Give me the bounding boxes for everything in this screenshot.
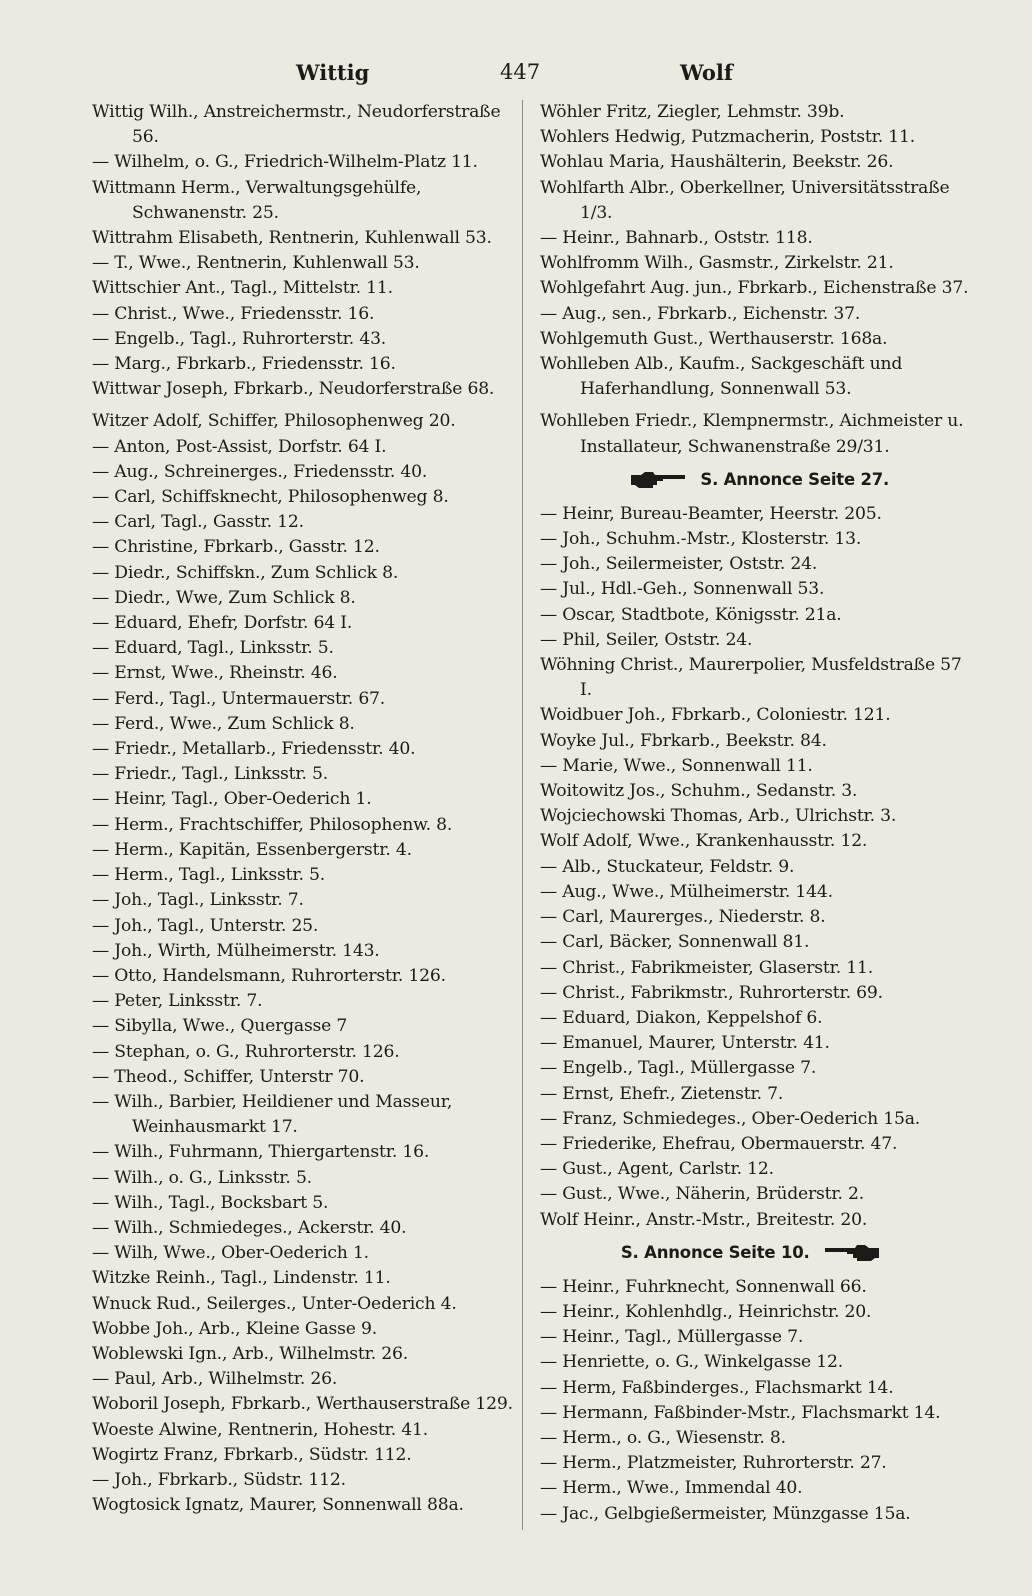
directory-entry: — Sibylla, Wwe., Quergasse 7 (92, 1016, 348, 1037)
directory-entry: — Diedr., Schiffskn., Zum Schlick 8. (92, 562, 399, 583)
directory-entry: Wohlleben Friedr., Klempnermstr., Aichmeister u. Installateur, Schwanenstraße 29/31. (540, 411, 964, 457)
right-column (540, 100, 970, 1527)
directory-entry: — Christ., Wwe., Friedensstr. 16. (92, 303, 375, 324)
directory-entry: — Diedr., Wwe, Zum Schlick 8. (92, 587, 356, 608)
directory-entry: Witzke Reinh., Tagl., Lindenstr. 11. (92, 1268, 391, 1289)
directory-entry: Wohlau Maria, Haushälterin, Beekstr. 26. (540, 152, 894, 173)
directory-entry: — Herm., Wwe., Immendal 40. (540, 1478, 803, 1499)
directory-entry: — Gust., Agent, Carlstr. 12. (540, 1159, 774, 1180)
directory-entry: — Wilh., o. G., Linksstr. 5. (92, 1167, 312, 1188)
directory-entry: Wolf Heinr., Anstr.-Mstr., Breitestr. 20. (540, 1209, 868, 1230)
directory-entry: — Heinr., Tagl., Müllergasse 7. (540, 1327, 804, 1348)
directory-entry: Wogtosick Ignatz, Maurer, Sonnenwall 88a. (92, 1495, 464, 1516)
annonce-1-text: S. Annonce Seite 27. (700, 469, 890, 489)
directory-entry: Wohlleben Alb., Kaufm., Sackgeschäft und Haferhandlung, Sonnenwall 53. (540, 354, 903, 400)
directory-entry: Wittwar Joseph, Fbrkarb., Neudorferstraße 68. (92, 379, 495, 400)
right-column-block-c (540, 1275, 970, 1527)
page-number: 447 (500, 60, 541, 84)
directory-entry: — Engelb., Tagl., Ruhrorterstr. 43. (92, 328, 387, 349)
directory-entry: Wojciechowski Thomas, Arb., Ulrichstr. 3. (540, 806, 897, 827)
directory-entry: — Christine, Fbrkarb., Gasstr. 12. (92, 537, 380, 558)
directory-entry: — Carl, Tagl., Gasstr. 12. (92, 512, 304, 533)
pointing-hand-icon (823, 1243, 881, 1263)
directory-entry: — Alb., Stuckateur, Feldstr. 9. (540, 856, 795, 877)
directory-entry: Wogirtz Franz, Fbrkarb., Südstr. 112. (92, 1444, 412, 1465)
directory-entry: Wöhning Christ., Maurerpolier, Musfeldstraße 57 I. (540, 655, 962, 701)
annonce-reference-1 (540, 466, 970, 494)
directory-entry: — Friedr., Tagl., Linksstr. 5. (92, 764, 329, 785)
directory-entry: — Engelb., Tagl., Müllergasse 7. (540, 1058, 817, 1079)
directory-entry: — Stephan, o. G., Ruhrorterstr. 126. (92, 1041, 400, 1062)
directory-entry: — Peter, Linksstr. 7. (92, 991, 263, 1012)
directory-entry: — Herm., Platzmeister, Ruhrorterstr. 27. (540, 1453, 887, 1474)
directory-entry: — Eduard, Diakon, Keppelshof 6. (540, 1007, 823, 1028)
directory-entry: — Eduard, Ehefr, Dorfstr. 64 I. (92, 613, 353, 634)
directory-entry: — Heinr., Kohlenhdlg., Heinrichstr. 20. (540, 1301, 872, 1322)
directory-entry: Wittmann Herm., Verwaltungsgehülfe, Schwanenstr. 25. (92, 177, 422, 223)
directory-entry: — Ernst, Ehefr., Zietenstr. 7. (540, 1083, 784, 1104)
directory-entry: Wohlfarth Albr., Oberkellner, Universitätsstraße 1/3. (540, 177, 950, 223)
directory-entry: — Henriette, o. G., Winkelgasse 12. (540, 1352, 844, 1373)
directory-entry: — Wilhelm, o. G., Friedrich-Wilhelm-Platz 11. (92, 152, 478, 173)
directory-entry: — T., Wwe., Rentnerin, Kuhlenwall 53. (92, 253, 420, 274)
directory-entry: — Wilh., Tagl., Bocksbart 5. (92, 1192, 329, 1213)
directory-entry: — Carl, Bäcker, Sonnenwall 81. (540, 932, 810, 953)
column-divider (522, 100, 523, 1530)
directory-entry: — Marie, Wwe., Sonnenwall 11. (540, 755, 813, 776)
left-column (92, 100, 514, 1518)
annonce-reference-2 (540, 1239, 970, 1267)
directory-entry: — Wilh., Schmiedeges., Ackerstr. 40. (92, 1217, 407, 1238)
directory-entry: — Phil, Seiler, Oststr. 24. (540, 629, 753, 650)
directory-entry: — Ernst, Wwe., Rheinstr. 46. (92, 663, 338, 684)
directory-entry: Woboril Joseph, Fbrkarb., Werthauserstraße 129. (92, 1394, 513, 1415)
directory-entry: Wolf Adolf, Wwe., Krankenhausstr. 12. (540, 831, 868, 852)
directory-entry: — Friederike, Ehefrau, Obermauerstr. 47. (540, 1133, 898, 1154)
directory-entry: — Carl, Maurerges., Niederstr. 8. (540, 907, 826, 928)
directory-entry: — Carl, Schiffsknecht, Philosophenweg 8. (92, 487, 449, 508)
directory-entry: Wöhler Fritz, Ziegler, Lehmstr. 39b. (540, 102, 845, 122)
directory-entry: — Joh., Fbrkarb., Südstr. 112. (92, 1469, 346, 1490)
directory-entry: Witzer Adolf, Schiffer, Philosophenweg 20. (92, 411, 456, 432)
directory-entry: Wnuck Rud., Seilerges., Unter-Oederich 4. (92, 1293, 457, 1314)
directory-entry: — Wilh., Fuhrmann, Thiergartenstr. 16. (92, 1142, 430, 1163)
directory-entry: — Anton, Post-Assist, Dorfstr. 64 I. (92, 436, 387, 457)
directory-entry: — Herm, Faßbinderges., Flachsmarkt 14. (540, 1377, 894, 1398)
directory-entry: — Christ., Fabrikmeister, Glaserstr. 11. (540, 957, 873, 978)
directory-entry: Woitowitz Jos., Schuhm., Sedanstr. 3. (540, 781, 858, 802)
directory-entry: Woyke Jul., Fbrkarb., Beekstr. 84. (540, 730, 827, 751)
directory-entry: — Heinr., Fuhrknecht, Sonnenwall 66. (540, 1276, 867, 1297)
directory-entry: Wittrahm Elisabeth, Rentnerin, Kuhlenwall 53. (92, 228, 492, 249)
directory-entry: — Gust., Wwe., Näherin, Brüderstr. 2. (540, 1184, 865, 1205)
annonce-2-text: S. Annonce Seite 10. (620, 1242, 810, 1262)
directory-entry: — Wilh., Barbier, Heildiener und Masseur, Weinhausmarkt 17. (92, 1091, 453, 1138)
directory-entry: Wohlgefahrt Aug. jun., Fbrkarb., Eichenstraße 37. (540, 278, 969, 299)
directory-entry: — Friedr., Metallarb., Friedensstr. 40. (92, 739, 416, 760)
directory-entry: — Aug., sen., Fbrkarb., Eichenstr. 37. (540, 303, 861, 324)
page-header (0, 52, 1032, 92)
directory-entry: — Jul., Hdl.-Geh., Sonnenwall 53. (540, 579, 825, 600)
directory-entry: — Aug., Schreinerges., Friedensstr. 40. (92, 461, 428, 482)
directory-entry: — Joh., Wirth, Mülheimerstr. 143. (92, 940, 380, 961)
directory-entry: — Oscar, Stadtbote, Königsstr. 21a. (540, 604, 842, 625)
directory-entry: Wohlgemuth Gust., Werthauserstr. 168a. (540, 328, 888, 349)
directory-entry: Wittig Wilh., Anstreichermstr., Neudorferstraße 56. (92, 102, 501, 148)
directory-entry: Woeste Alwine, Rentnerin, Hohestr. 41. (92, 1419, 428, 1440)
directory-entry: — Joh., Tagl., Linksstr. 7. (92, 890, 304, 911)
directory-entry: — Jac., Gelbgießermeister, Münzgasse 15a. (540, 1503, 911, 1524)
directory-entry: — Emanuel, Maurer, Unterstr. 41. (540, 1033, 830, 1054)
right-column-block-a (540, 100, 970, 460)
directory-entry: — Joh., Seilermeister, Oststr. 24. (540, 554, 818, 575)
directory-entry: — Herm., Kapitän, Essenbergerstr. 4. (92, 839, 412, 860)
directory-entry: — Aug., Wwe., Mülheimerstr. 144. (540, 881, 833, 902)
directory-entry: — Marg., Fbrkarb., Friedensstr. 16. (92, 354, 396, 375)
directory-entry: — Ferd., Tagl., Untermauerstr. 67. (92, 688, 386, 709)
header-right-keyword: Wolf (680, 60, 733, 85)
directory-entry: — Christ., Fabrikmstr., Ruhrorterstr. 69. (540, 982, 883, 1003)
directory-entry: — Joh., Schuhm.-Mstr., Klosterstr. 13. (540, 529, 862, 550)
directory-entry: — Herm., Frachtschiffer, Philosophenw. 8. (92, 814, 453, 835)
directory-entry: — Otto, Handelsmann, Ruhrorterstr. 126. (92, 965, 446, 986)
directory-entry: — Theod., Schiffer, Unterstr 70. (92, 1066, 365, 1087)
directory-entry: — Heinr, Tagl., Ober-Oederich 1. (92, 789, 372, 810)
header-left-keyword: Wittig (296, 60, 370, 85)
right-column-block-b (540, 502, 970, 1233)
directory-entry: — Heinr, Bureau-Beamter, Heerstr. 205. (540, 503, 882, 524)
directory-entry: — Joh., Tagl., Unterstr. 25. (92, 915, 319, 936)
directory-entry: Woidbuer Joh., Fbrkarb., Coloniestr. 121. (540, 705, 891, 726)
directory-entry: — Wilh, Wwe., Ober-Oederich 1. (92, 1243, 369, 1264)
directory-entry: — Heinr., Bahnarb., Oststr. 118. (540, 228, 813, 249)
directory-entry: Wohlfromm Wilh., Gasmstr., Zirkelstr. 21. (540, 253, 894, 274)
directory-entry: — Herm., o. G., Wiesenstr. 8. (540, 1427, 786, 1448)
directory-entry: — Franz, Schmiedeges., Ober-Oederich 15a. (540, 1108, 921, 1129)
directory-entry: Wobbe Joh., Arb., Kleine Gasse 9. (92, 1318, 377, 1339)
directory-entry: Wittschier Ant., Tagl., Mittelstr. 11. (92, 278, 393, 299)
pointing-hand-icon (629, 470, 687, 490)
directory-entry: Wohlers Hedwig, Putzmacherin, Poststr. 11. (540, 127, 915, 148)
directory-entry: Woblewski Ign., Arb., Wilhelmstr. 26. (92, 1343, 409, 1364)
directory-entry: — Paul, Arb., Wilhelmstr. 26. (92, 1369, 338, 1390)
directory-entry: — Herm., Tagl., Linksstr. 5. (92, 865, 325, 886)
directory-entry: — Eduard, Tagl., Linksstr. 5. (92, 638, 334, 659)
directory-entry: — Ferd., Wwe., Zum Schlick 8. (92, 713, 355, 734)
directory-entry: — Hermann, Faßbinder-Mstr., Flachsmarkt 14. (540, 1402, 941, 1423)
